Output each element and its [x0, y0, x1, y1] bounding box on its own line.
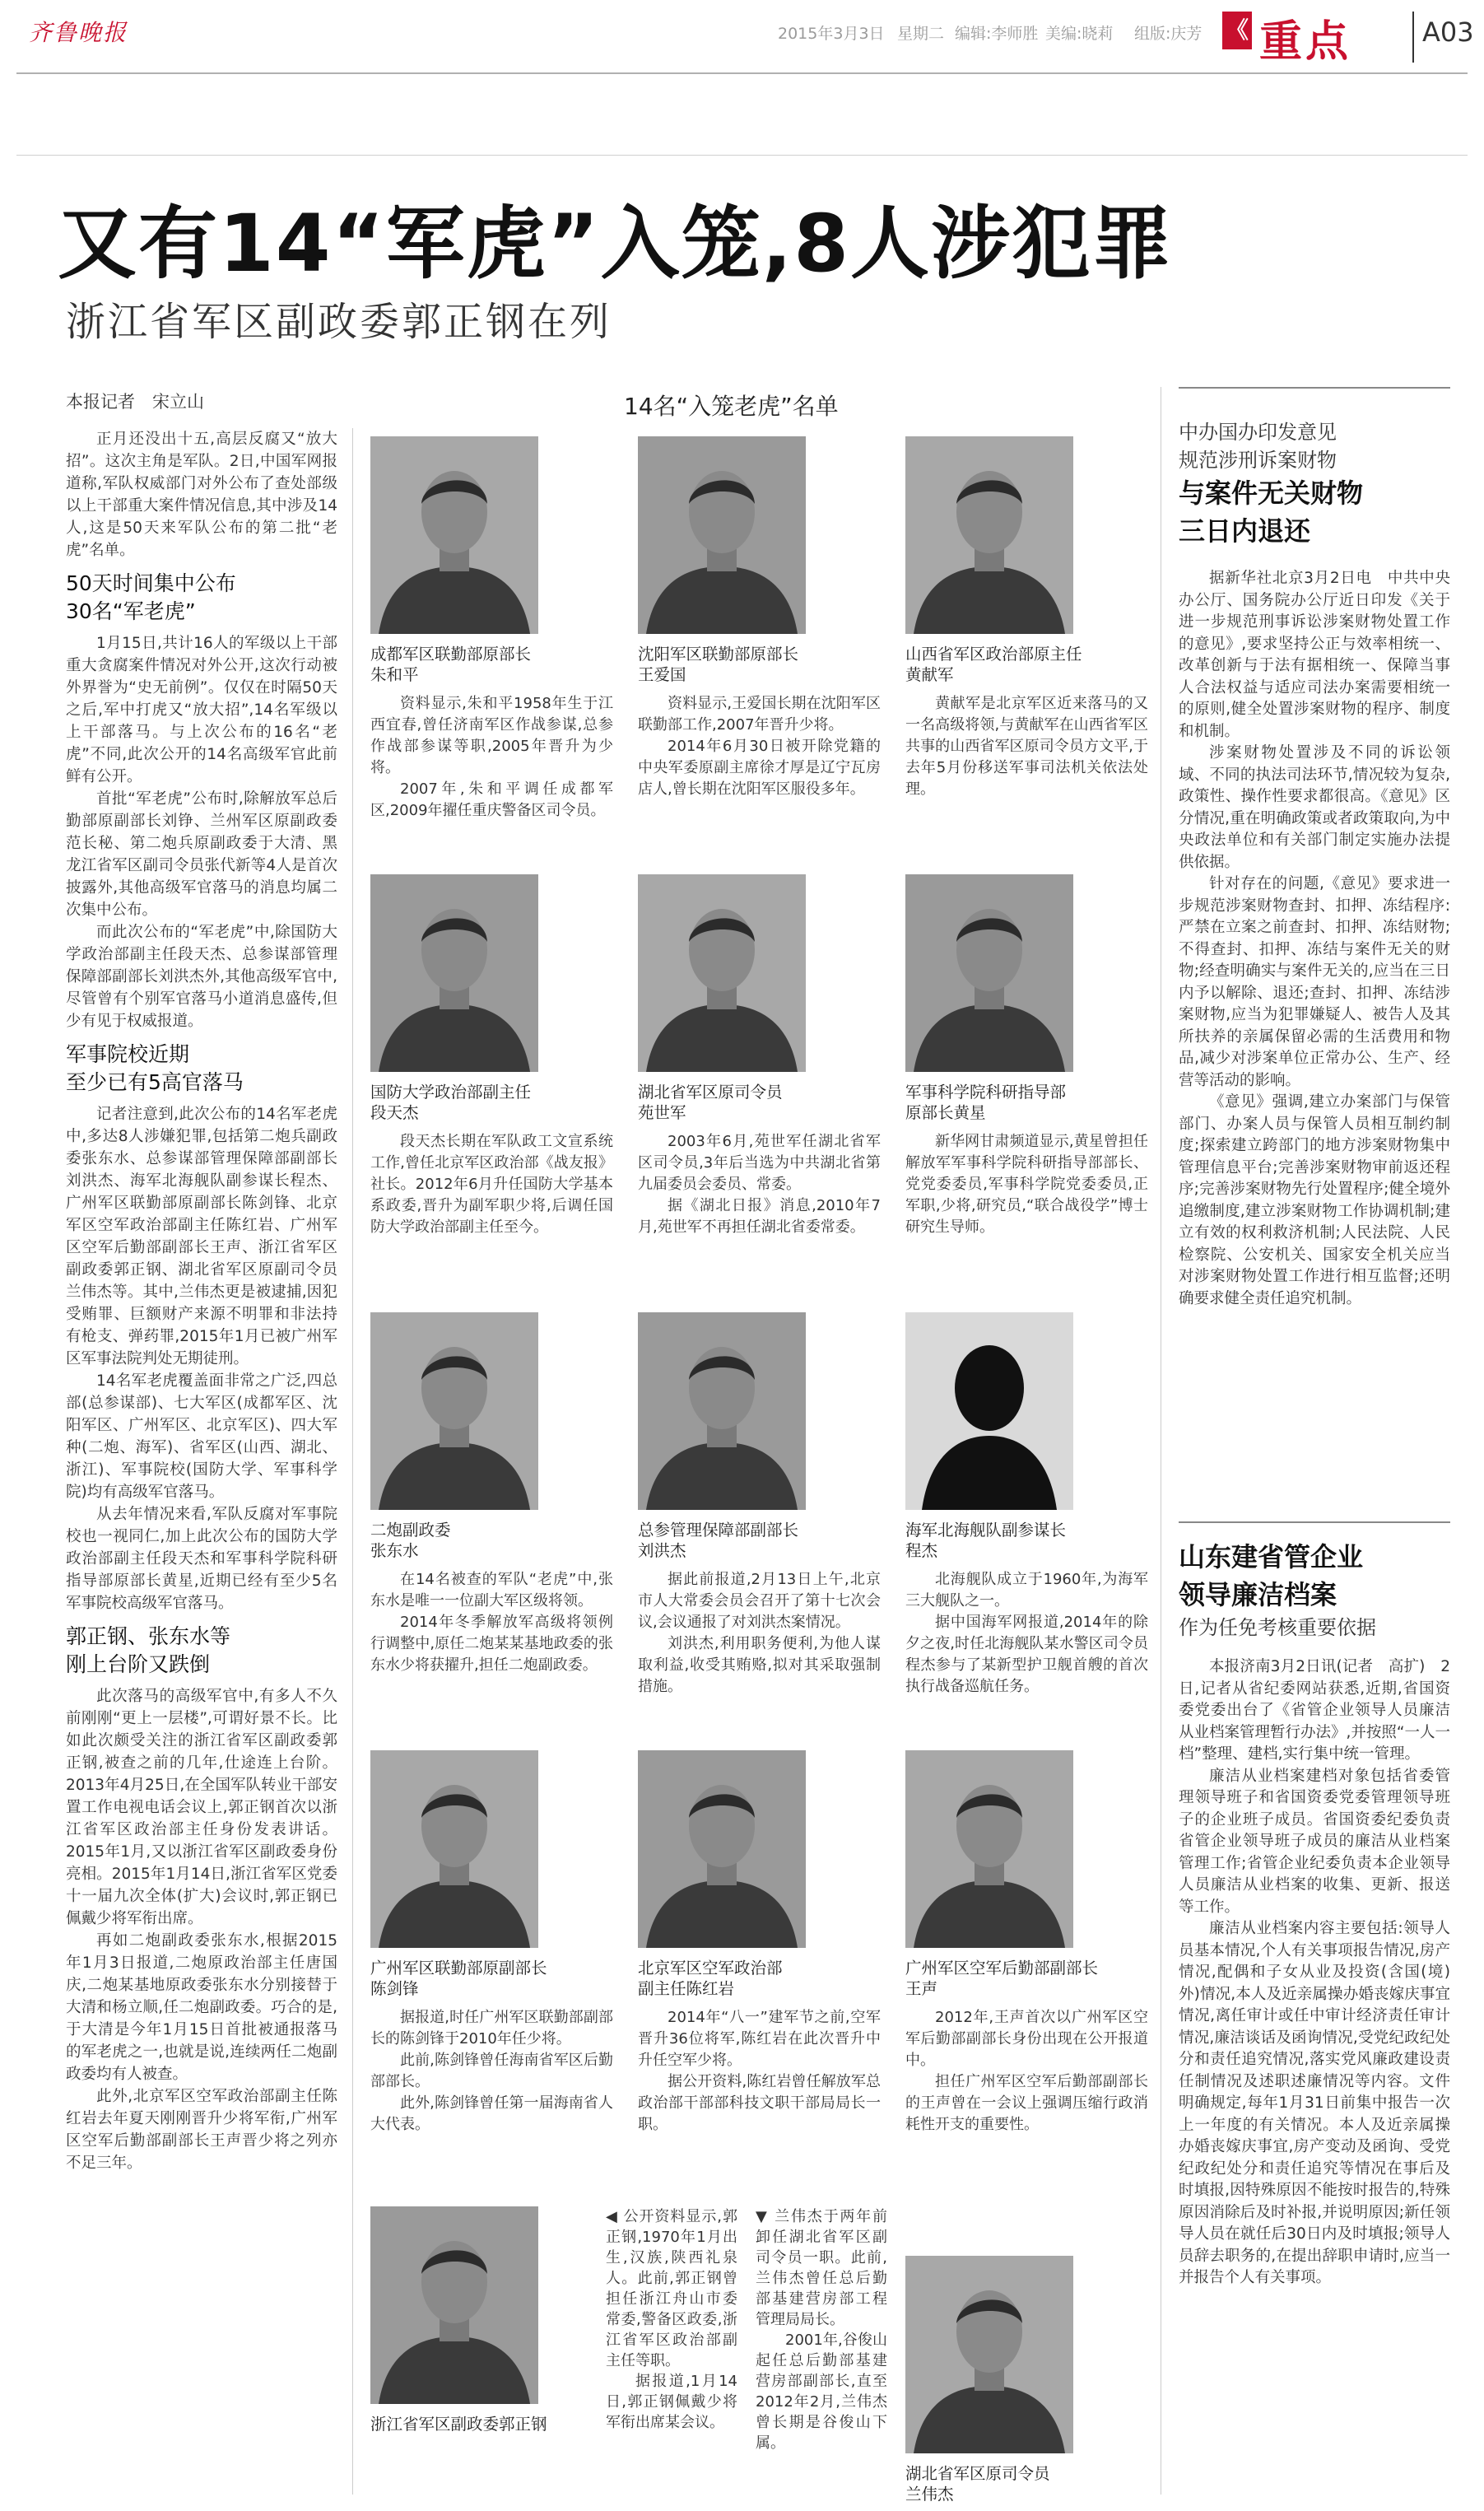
officer-name: 王声 [905, 1979, 938, 1998]
newspaper-logo: 齐鲁晚报 [29, 19, 128, 46]
officer-name: 朱和平 [370, 665, 419, 684]
tiger-card [370, 1312, 613, 1676]
main-article [66, 428, 337, 2174]
side1-paragraph: 涉案财物处置涉及不同的诉讼领域、不同的执法司法环节,情况较为复杂,政策性、操作性要求都很高。《意见》区分情况,重在明确政策或者政策取向,为中央政法单位和有关部门制定实施办法提供依据。 [1179, 744, 1450, 871]
officer-photo-icon [905, 1750, 1073, 1948]
article-subhead: 30名“军老虎” [66, 599, 196, 623]
tiger-card [370, 2206, 613, 2434]
side1-kicker: 规范涉刑诉案财物 [1179, 449, 1337, 472]
officer-photo-icon [370, 436, 538, 634]
officer-photo-icon [370, 2206, 538, 2404]
designer-credit: 美编:晓莉 [1045, 25, 1114, 43]
officer-name: 陈剑锋 [370, 1979, 419, 1998]
article-paragraph: 而此次公布的“军老虎”中,除国防大学政治部副主任段天杰、总参谋部管理保障部副部长刘洪杰外,其他高级军官中,尽管曾有个别军官落马小道消息盛传,但少有见于权威报道。 [66, 924, 337, 1030]
side1-paragraph: 针对存在的问题,《意见》要求进一步规范涉案财物查封、扣押、冻结程序:严禁在立案之前查封、扣押、冻结财物;不得查封、扣押、冻结与案件无关的财物;经查明确实与案件无关的,应当在三日内予以解除、退还;查封、扣押、冻结涉案财物,应当为犯罪嫌疑人、被告人及其所扶养的亲属保留必需的生活费用和物品,减少对涉案单位正常办公、生产、经营等活动的影响。 [1179, 875, 1450, 1089]
officer-title: 湖北省军区原司令员 [905, 2464, 1050, 2483]
side-story-2 [1179, 1538, 1450, 2290]
officer-bio: 据此前报道,2月13日上午,北京市人大常委会员会召开了第十七次会议,会议通报了对刘洪杰案情况。 [638, 1571, 881, 1631]
side1-headline: 与案件无关财物 [1179, 478, 1364, 509]
officer-portrait [370, 1312, 538, 1510]
officer-name: 副主任陈红岩 [638, 1979, 735, 1998]
officer-title: 浙江省军区副政委郭正钢 [370, 2415, 547, 2434]
section-title: 重点 [1259, 17, 1352, 67]
officer-photo-icon [638, 1312, 806, 1510]
side-rule [1179, 1521, 1450, 1523]
officer-bio: 新华网甘肃频道显示,黄星曾担任解放军军事科学院科研指导部部长、党党委委员,军事科学院党委委员,正军职,少将,研究员,“联合战役学”博士研究生导师。 [905, 1133, 1148, 1236]
officer-bio: 资料显示,王爱国长期在沈阳军区联勤部工作,2007年晋升少将。 [638, 695, 881, 734]
top-rule [16, 155, 1468, 156]
side2-headline: 领导廉洁档案 [1179, 1579, 1337, 1610]
article-paragraph: 首批“军老虎”公布时,除解放军总后勤部原副部长刘铮、兰州军区原副政委范长秘、第二炮兵原副政委于大清、黑龙江省军区副司令员张代新等4人是首次披露外,其他高级军官落马的消息均属二次集中公布。 [66, 790, 337, 919]
tiger-card [905, 2256, 1148, 2504]
officer-bio: 2012年,王声首次以广州军区空军后勤部副部长身份出现在公开报道中。 [905, 2009, 1148, 2069]
article-subhead: 军事院校近期 [66, 1042, 190, 1066]
lan-bio-note [756, 2206, 887, 2453]
tiger-card [370, 436, 613, 822]
officer-bio: 2014年“八一”建军节之前,空军晋升36位将军,陈红岩在此次晋升中升任空军少将。 [638, 2009, 881, 2069]
officer-title: 山西省军区政治部原主任 [905, 645, 1082, 664]
officer-bio: 据公开资料,陈红岩曾任解放军总政治部干部部科技文职干部局局长一职。 [638, 2073, 881, 2133]
officer-bio: 据《湖北日报》消息,2010年7月,苑世军不再担任湖北省委常委。 [638, 1197, 881, 1236]
officer-bio: 北海舰队成立于1960年,为海军三大舰队之一。 [905, 1571, 1148, 1610]
officer-photo-icon [638, 436, 806, 634]
side2-paragraph: 本报济南3月2日讯(记者 高扩) 2日,记者从省纪委网站获悉,近期,省国资委党委出台了《省管企业领导人员廉洁从业档案管理暂行办法》,并按照“一人一档”整理、建档,实行集中统一管理。 [1179, 1658, 1450, 1763]
side1-headline: 三日内退还 [1179, 515, 1311, 547]
officer-bio: 2007年,朱和平调任成都军区,2009年擢任重庆警备区司令员。 [370, 780, 613, 819]
side1-paragraph: 《意见》强调,建立办案部门与保管部门、办案人员与保管人员相互制约制度;探索建立跨部门的地方涉案财物集中管理信息平台;完善涉案财物审前返还程序;完善涉案财物先行处置程序;健全境外追缴制度,建立涉案财物工作协调机制;建立有效的权利救济机制;人民法院、人民检察院、公安机关、国家安全机关应当对涉案财物处置工作进行相互监督;还明确要求健全责任追究机制。 [1179, 1093, 1450, 1307]
officer-bio: 担任广州军区空军后勤部副部长的王声曾在一会议上强调压缩行政消耗性开支的重要性。 [905, 2073, 1148, 2133]
officer-photo-icon [638, 1750, 806, 1948]
officer-title: 沈阳军区联勤部原部长 [638, 645, 799, 664]
officer-bio: 2014年冬季解放军高级将领例行调整中,原任二炮某某基地政委的张东水少将获擢升,担任二炮副政委。 [370, 1614, 613, 1674]
officer-name: 程杰 [905, 1541, 938, 1560]
officer-photo-icon [905, 436, 1073, 634]
officer-title: 海军北海舰队副参谋长 [905, 1521, 1067, 1540]
article-paragraph: 1月15日,共计16人的军级以上干部重大贪腐案件情况对外公开,这次行动被外界誉为“史无前例”。仅仅在时隔50天之后,军中打虎又“放大招”,14名军级以上干部落马。与上次公布的16名“老虎”不同,此次公开的14名高级军官此前鲜有公开。 [66, 635, 337, 785]
officer-photo-icon [370, 1750, 538, 1948]
issue-weekday: 星期二 [897, 25, 945, 43]
guo-bio-note [606, 2206, 737, 2433]
officer-bio: 此前,陈剑锋曾任海南省军区后勤部部长。 [370, 2052, 613, 2090]
side2-paragraph: 廉洁从业档案建档对象包括省委管理领导班子和省国资委党委管理领导班子的企业班子成员。省国资委纪委负责省管企业领导班子成员的廉洁从业档案管理工作;省管企业纪委负责本企业领导人员廉洁从业档案的收集、更新、报送等工作。 [1179, 1767, 1450, 1916]
column-divider [352, 428, 353, 2495]
article-subhead: 郭正钢、张东水等 [66, 1624, 231, 1648]
officer-photo-icon [905, 874, 1073, 1072]
officer-bio: 据中国海军网报道,2014年的除夕之夜,时任北海舰队某水警区司令员程杰参与了某新型护卫舰首艘的首次执行战备巡航任务。 [905, 1614, 1148, 1695]
article-paragraph: 14名军老虎覆盖面非常之广泛,四总部(总参谋部)、七大军区(成都军区、沈阳军区、广州军区、北京军区)、四大军种(二炮、海军)、省军区(山西、湖北、浙江)、军事院校(国防大学、军事科学院)均有高级军官落马。 [66, 1372, 337, 1501]
side-rule [1179, 387, 1450, 389]
side-story-1 [1179, 418, 1450, 1310]
officer-name: 兰伟杰 [905, 2485, 954, 2504]
officer-name: 原部长黄星 [905, 1103, 986, 1122]
officer-portrait [638, 436, 806, 634]
article-paragraph: 此次落马的高级军官中,有多人不久前刚刚“更上一层楼”,可谓好景不长。比如此次颇受关注的浙江省军区副政委郭正钢,被查之前的几年,仕途连上台阶。2013年4月25日,在全国军队转业干部安置工作电视电话会议上,郭正钢首次以浙江省军区政治部主任身份发表讲话。2015年1月,又以浙江省军区副政委身份亮相。2015年1月14日,浙江省军区党委十一届九次全体(扩大)会议时,郭正钢已佩戴少将军衔出席。 [66, 1688, 337, 1927]
tiger-card [638, 874, 881, 1238]
masthead-divider [1412, 12, 1414, 63]
tiger-card [905, 436, 1148, 800]
lan-bio-text: 2001年,谷俊山起任总后勤部基建营房部副部长,直至2012年2月,兰伟杰曾长期是谷俊山下属。 [756, 2332, 887, 2452]
main-headline: 又有14“军虎”入笼,8人涉犯罪 [58, 198, 1174, 290]
lan-bio-text: ▼ 兰伟杰于两年前卸任湖北省军区副司令员一职。此前,兰伟杰曾任总后勤部基建营房部工程管理局局长。 [756, 2208, 887, 2328]
proof-credit: 组版:庆芳 [1134, 25, 1203, 43]
side1-kicker: 中办国办印发意见 [1179, 421, 1337, 444]
officer-portrait [638, 1750, 806, 1948]
side2-kicker: 作为任免考核重要依据 [1179, 1616, 1376, 1639]
officer-portrait [638, 1312, 806, 1510]
person-silhouette-icon [905, 1312, 1073, 1510]
officer-bio: 此外,陈剑锋曾任第一届海南省人大代表。 [370, 2094, 613, 2133]
officer-name: 苑世军 [638, 1103, 686, 1122]
officer-portrait [905, 436, 1073, 634]
article-paragraph: 此外,北京军区空军政治部副主任陈红岩去年夏天刚刚晋升少将军衔,广州军区空军后勤部副部长王声晋少将之列亦不足三年。 [66, 2088, 337, 2172]
sub-headline: 浙江省军区副政委郭正钢在列 [66, 299, 612, 345]
officer-portrait [370, 874, 538, 1072]
tiger-card [638, 436, 881, 800]
tiger-card [370, 1750, 613, 2136]
side2-headline: 山东建省管企业 [1179, 1541, 1364, 1572]
officer-portrait [905, 2256, 1073, 2453]
silhouette-portrait [905, 1312, 1073, 1510]
officer-portrait [370, 436, 538, 634]
officer-photo-icon [905, 2256, 1073, 2453]
officer-portrait [370, 1750, 538, 1948]
article-paragraph: 记者注意到,此次公布的14名军老虎中,多达8人涉嫌犯罪,包括第二炮兵副政委张东水、总参谋部管理保障部副部长刘洪杰、海军北海舰队副参谋长程杰、广州军区联勤部原副部长陈剑锋、北京军区空军政治部副主任陈红岩、广州军区空军后勤部副部长王声、浙江省军区副政委郭正钢、湖北省军区原副司令员兰伟杰等。其中,兰伟杰更是被逮捕,因犯受贿罪、巨额财产来源不明罪和非法持有枪支、弹药罪,2015年1月已被广州军区军事法院判处无期徒刑。 [66, 1106, 337, 1367]
issue-date: 2015年3月3日 [778, 25, 885, 43]
officer-bio: 在14名被查的军队“老虎”中,张东水是唯一一位副大军区级将领。 [370, 1571, 613, 1610]
officer-name: 张东水 [370, 1541, 419, 1560]
tiger-card [905, 1750, 1148, 2136]
officer-title: 军事科学院科研指导部 [905, 1083, 1067, 1102]
article-subhead: 50天时间集中公布 [66, 571, 236, 595]
officer-title: 总参管理保障部副部长 [638, 1521, 799, 1540]
guo-bio-text: 据报道,1月14日,郭正钢佩戴少将军衔出席某会议。 [606, 2373, 737, 2431]
guo-bio-text: ◀ 公开资料显示,郭正钢,1970年1月出生,汉族,陕西礼泉人。此前,郭正钢曾担任浙江舟山市委常委,警备区政委,浙江省军区政治部副主任等职。 [606, 2208, 737, 2369]
officer-portrait [905, 1750, 1073, 1948]
officer-portrait [370, 2206, 538, 2404]
officer-title: 二炮副政委 [370, 1521, 451, 1540]
officer-bio: 2003年6月,苑世军任湖北省军区司令员,3年后当选为中共湖北省第九届委员会委员、常委。 [638, 1133, 881, 1193]
officer-bio: 据报道,时任广州军区联勤部副部长的陈剑锋于2010年任少将。 [370, 2009, 613, 2047]
officer-bio: 2014年6月30日被开除党籍的中央军委原副主席徐才厚是辽宁瓦房店人,曾长期在沈阳军区服役多年。 [638, 738, 881, 798]
officer-title: 成都军区联勤部原部长 [370, 645, 532, 664]
editor-credit: 编辑:李师胜 [955, 25, 1039, 43]
officer-bio: 段天杰长期在军队政工文宣系统工作,曾任北京军区政治部《战友报》社长。2012年6月升任国防大学基本系政委,晋升为副军职少将,后调任国防大学政治部副主任至今。 [370, 1133, 613, 1236]
section-chevron-icon: 《 [1222, 12, 1252, 49]
article-paragraph: 正月还没出十五,高层反腐又“放大招”。这次主角是军队。2日,中国军网报道称,军队权威部门对外公布了查处部级以上干部重大案件情况信息,其中涉及14人,这是50天来军队公布的第二批“老虎”名单。 [66, 431, 337, 559]
tiger-card [905, 1312, 1148, 1698]
officer-title: 广州军区空军后勤部副部长 [905, 1959, 1099, 1978]
side1-paragraph: 据新华社北京3月2日电 中共中央办公厅、国务院办公厅近日印发《关于进一步规范刑事诉讼涉案财物处置工作的意见》,要求坚持公正与效率相统一、改革创新与于法有据相统一、保障当事人合法权益与适应司法办案需要相统一的原则,健全处置涉案财物的程序、制度和机制。 [1179, 570, 1450, 740]
officer-name: 段天杰 [370, 1103, 419, 1122]
officer-bio: 刘洪杰,利用职务便利,为他人谋取利益,收受其贿赂,拟对其采取强制措施。 [638, 1635, 881, 1695]
officer-title: 国防大学政治部副主任 [370, 1083, 532, 1102]
article-paragraph: 从去年情况来看,军队反腐对军事院校也一视同仁,加上此次公布的国防大学政治部副主任段天杰和军事科学院科研指导部原部长黄星,近期已经有至少5名军事院校高级军官落马。 [66, 1506, 337, 1612]
article-paragraph: 再如二炮副政委张东水,根据2015年1月3日报道,二炮原政治部主任唐国庆,二炮某基地原政委张东水分别接替于大清和杨立顺,任二炮副政委。巧合的是,于大清是今年1月15日首批被通报落马的军老虎之一,也就是说,连续两任二炮副政委均有人被查。 [66, 1932, 337, 2083]
masthead-rule [16, 72, 1468, 74]
officer-bio: 资料显示,朱和平1958年生于江西宜春,曾任济南军区作战参谋,总参作战部参谋等职,2005年晋升为少将。 [370, 695, 613, 776]
officer-portrait [905, 874, 1073, 1072]
officer-photo-icon [370, 1312, 538, 1510]
officer-portrait [638, 874, 806, 1072]
side2-paragraph: 廉洁从业档案内容主要包括:领导人员基本情况,个人有关事项报告情况,房产情况,配偶和子女从业及投资(含国(境)外)情况,本人及近亲属操办婚丧嫁庆事宜情况,离任审计或任中审计经济责任审计情况,廉洁谈话及函询情况,受党纪政纪处分和责任追究情况,落实党风廉政建设责任制情况及述职述廉情况等内容。文件明确规定,每年1月31日前集中报告一次上一年度的有关情况。本人及近亲属操办婚丧嫁庆事宜,房产变动及函询、受党纪政纪处分和责任追究等情况在事后及时填报,因特殊原因不能按时报告的,特殊原因消除后及时补报,并说明原因;新任领导人员在就任后30日内及时填报;领导人员辞去职务的,在提出辞职申请时,应当一并报告个人有关事项。 [1179, 1920, 1450, 2286]
article-subhead: 至少已有5高官落马 [66, 1070, 244, 1094]
tiger-card [638, 1750, 881, 2136]
tiger-list-title: 14名“入笼老虎”名单 [624, 393, 839, 420]
officer-name: 王爱国 [638, 665, 686, 684]
byline: 本报记者 宋立山 [66, 392, 204, 412]
officer-photo-icon [370, 874, 538, 1072]
tiger-card [905, 874, 1148, 1238]
page-number: A03 [1422, 16, 1474, 48]
tiger-card [370, 874, 613, 1238]
officer-title: 湖北省军区原司令员 [638, 1083, 783, 1102]
officer-title: 广州军区联勤部原副部长 [370, 1959, 547, 1978]
article-subhead: 刚上台阶又跌倒 [66, 1652, 211, 1676]
tiger-card [638, 1312, 881, 1698]
officer-bio: 黄献军是北京军区近来落马的又一名高级将领,与黄献军在山西省军区共事的山西省军区原司令员方文平,于去年5月份移送军事司法机关依法处理。 [905, 695, 1148, 798]
officer-name: 刘洪杰 [638, 1541, 686, 1560]
officer-title: 北京军区空军政治部 [638, 1959, 783, 1978]
officer-name: 黄献军 [905, 665, 954, 684]
officer-photo-icon [638, 874, 806, 1072]
